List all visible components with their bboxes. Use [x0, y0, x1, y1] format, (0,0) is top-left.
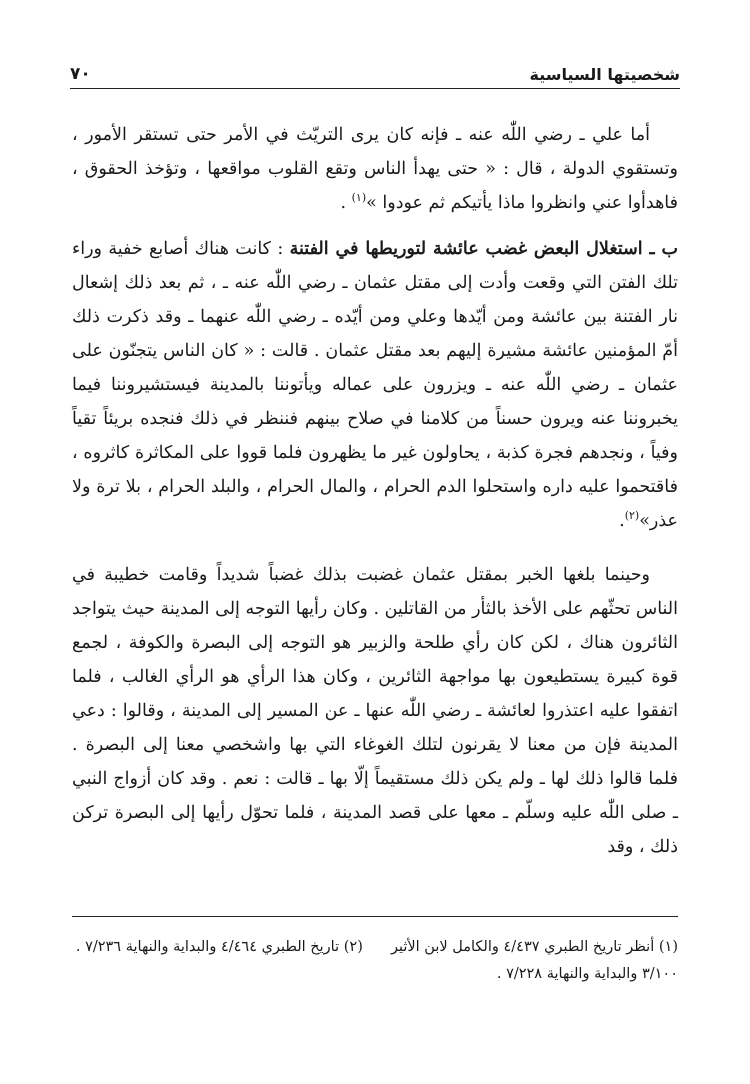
section-heading: استغلال البعض غضب عائشة لتوريطها في الفتنة	[289, 239, 643, 259]
page-number: ٧٠	[70, 64, 91, 84]
footnote-divider	[72, 916, 678, 917]
paragraph-text: وحينما بلغها الخبر بمقتل عثمان غضبت بذلك غضباً شديداً وقامت خطيبة في الناس تحثّهم على الأخذ بالثأر من القاتلين . وكان رأيها التوجه إلى المدينة حيث يتواجد الثائرون هناك ، لكن كان رأي طلحة والزبير هو التوجه إلى البصرة والكوفة ، لجمع قوة كبيرة يستطيعون بها مواجهة الثائرين ، وكان هذا الرأي هو الرأي الغالب ، فلما اتفقوا عليه اعتذروا لعائشة ـ رضي اللّٰه عنها ـ عن المسير إلى المدينة ، وقالوا : دعي المدينة فإن من معنا لا يقرنون لتلك الغوغاء التي بها واشخصي معنا إلى البصرة . فلما قالوا ذلك لها ـ ولم يكن ذلك مستقيماً إلّا بها ـ قالت : نعم . وقد كان أزواج النبي ـ صلى اللّٰه عليه وسلّم ـ معها على قصد المدينة ، فلما تحوّل رأيها إلى البصرة تركن ذلك ، وقد	[72, 565, 678, 857]
paragraph-section-b	[72, 232, 678, 538]
paragraph-ali-opinion	[72, 118, 678, 220]
running-title: شخصيتها السياسية	[529, 65, 680, 84]
footnote-ref-1: (١)	[351, 191, 367, 205]
footnote-2: (٢) تاريخ الطبري ٤/٤٦٤ والبداية والنهاية ٧/٢٣٦ .	[75, 939, 363, 955]
main-text	[72, 118, 678, 864]
page-header	[70, 58, 680, 89]
paragraph-aisha-reaction	[72, 558, 678, 864]
paragraph-end: .	[340, 193, 352, 213]
paragraph-text: : كانت هناك أصابع خفية وراء تلك الفتن التي وقعت وأدت إلى مقتل عثمان ـ رضي اللّٰه عنه ـ ، ثم بعد ذلك إشعال نار الفتنة بين عائشة ومن أيّدها وعلي ومن أيّده ـ رضي اللّٰه عنهما ـ وقد ذكرت ذلك أمّ المؤمنين عائشة مشيرة إليهم بعد مقتل عثمان . قالت : « كان الناس يتجنّون على عثمان ـ رضي اللّٰه عنه ـ ويزرون على عماله ويأتوننا بالمدينة فيستشيروننا فيما يخبروننا عنه ويرون حسناً من كلامنا في صلاح بينهم فننظر في ذلك فنجده بريئاً تقياً وفياً ، ونجدهم فجرة كذبة ، يحاولون غير ما يظهرون فلما قووا على المكاثرة كاثروه ، فاقتحموا عليه داره واستحلوا الدم الحرام ، والمال الحرام ، والبلد الحرام ، بلا ترة ولا عذر»	[72, 239, 678, 531]
footnote-ref-2: (٢)	[624, 509, 640, 523]
footnote-1: (١) أنظر تاريخ الطبري ٤/٤٣٧ والكامل لابن الأثير ٣/١٠٠ والبداية والنهاية ٧/٢٢٨ .	[390, 939, 678, 982]
section-marker: ب ـ	[642, 239, 678, 259]
footnotes	[72, 934, 678, 988]
paragraph-text: أما علي ـ رضي اللّٰه عنه ـ فإنه كان يرى التريّث في الأمر حتى تستقر الأمور ، وتستقوي الدولة ، قال : « حتى يهدأ الناس وتقع القلوب مواقعها ، وتؤخذ الحقوق ، فاهدأوا عني وانظروا ماذا يأتيكم ثم عودوا »	[72, 125, 678, 213]
paragraph-end: .	[619, 511, 625, 531]
